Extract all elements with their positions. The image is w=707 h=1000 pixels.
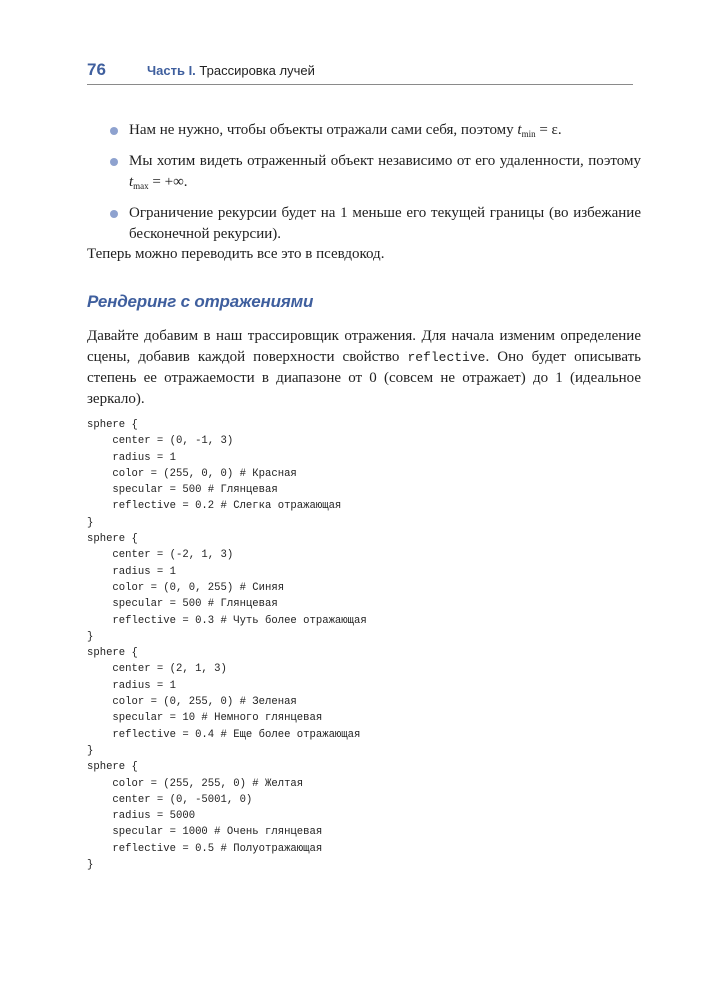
code-block (87, 417, 367, 873)
code-line: radius = 1 (87, 679, 177, 692)
bullet-text: Мы хотим видеть отраженный объект независимо от его удаленности, поэтому (129, 153, 641, 169)
paragraph-pseudocode: Теперь можно переводить все это в псевдокод. (87, 246, 385, 262)
code-line: radius = 1 (87, 451, 177, 464)
section-heading: Рендеринг с отражениями (87, 292, 314, 311)
bullet-dot-icon (110, 210, 118, 218)
code-line: sphere { (87, 647, 138, 660)
math-symbol-t: t (517, 122, 522, 138)
paragraph-text-tail: . Оно будет описывать степень ее отражаемости в диапазоне от 0 (совсем не отражает) до 1 (идеальное зеркало). (87, 349, 641, 407)
code-line: } (87, 744, 94, 757)
running-header (87, 60, 633, 85)
paragraph-reflections (87, 326, 641, 410)
inline-code: reflective (407, 350, 486, 365)
bullet-dot-icon (110, 158, 118, 166)
bullet-text: Ограничение рекурсии будет на 1 меньше его текущей границы (во избежание бесконечной рекурсии). (129, 205, 641, 242)
code-line: center = (0, -1, 3) (87, 435, 234, 448)
code-line: sphere { (87, 419, 138, 431)
math-symbol-t: t (129, 174, 134, 190)
page-number: 76 (87, 60, 106, 79)
code-line: specular = 500 # Глянцевая (87, 598, 278, 611)
code-line: color = (0, 0, 255) # Синяя (87, 581, 285, 594)
code-line: color = (255, 255, 0) # Желтая (87, 777, 304, 790)
code-line: reflective = 0.2 # Слегка отражающая (87, 500, 342, 513)
code-line: radius = 5000 (87, 810, 196, 823)
code-line: color = (0, 255, 0) # Зеленая (87, 696, 297, 709)
bullet-list (109, 120, 641, 251)
bullet-item-recursion (109, 203, 641, 245)
bullet-dot-icon (110, 127, 118, 135)
code-line: specular = 500 # Глянцевая (87, 484, 278, 497)
code-line: } (87, 516, 94, 529)
code-line: reflective = 0.4 # Еще более отражающая (87, 728, 361, 741)
code-line: } (87, 630, 94, 643)
code-line: sphere { (87, 533, 138, 546)
bullet-item-tmax (109, 151, 641, 197)
paragraph-text: Давайте добавим в наш трассировщик отражения. Для начала изменим определение сцены, добавив каждой поверхности свойство (87, 328, 641, 365)
chapter-title: Трассировка лучей (195, 63, 315, 78)
bullet-text-tail: = ε. (535, 122, 562, 138)
bullet-text-tail: = +∞. (148, 174, 188, 190)
code-line: radius = 1 (87, 565, 177, 578)
code-line: color = (255, 0, 0) # Красная (87, 467, 297, 480)
code-line: specular = 10 # Немного глянцевая (87, 712, 323, 725)
code-line: sphere { (87, 761, 138, 774)
code-line: } (87, 859, 94, 872)
math-subscript: min (521, 129, 536, 139)
code-line: specular = 1000 # Очень глянцевая (87, 826, 323, 839)
bullet-text: Нам не нужно, чтобы объекты отражали сами себя, поэтому (129, 122, 518, 138)
code-line: center = (-2, 1, 3) (87, 549, 234, 562)
code-line: reflective = 0.3 # Чуть более отражающая (87, 614, 367, 627)
running-title (147, 63, 315, 78)
code-line: reflective = 0.5 # Полуотражающая (87, 842, 323, 855)
part-label: Часть I. (147, 63, 196, 78)
bullet-item-tmin (109, 120, 641, 145)
code-line: center = (2, 1, 3) (87, 663, 227, 676)
code-line: center = (0, -5001, 0) (87, 793, 253, 806)
math-subscript: max (133, 181, 149, 191)
